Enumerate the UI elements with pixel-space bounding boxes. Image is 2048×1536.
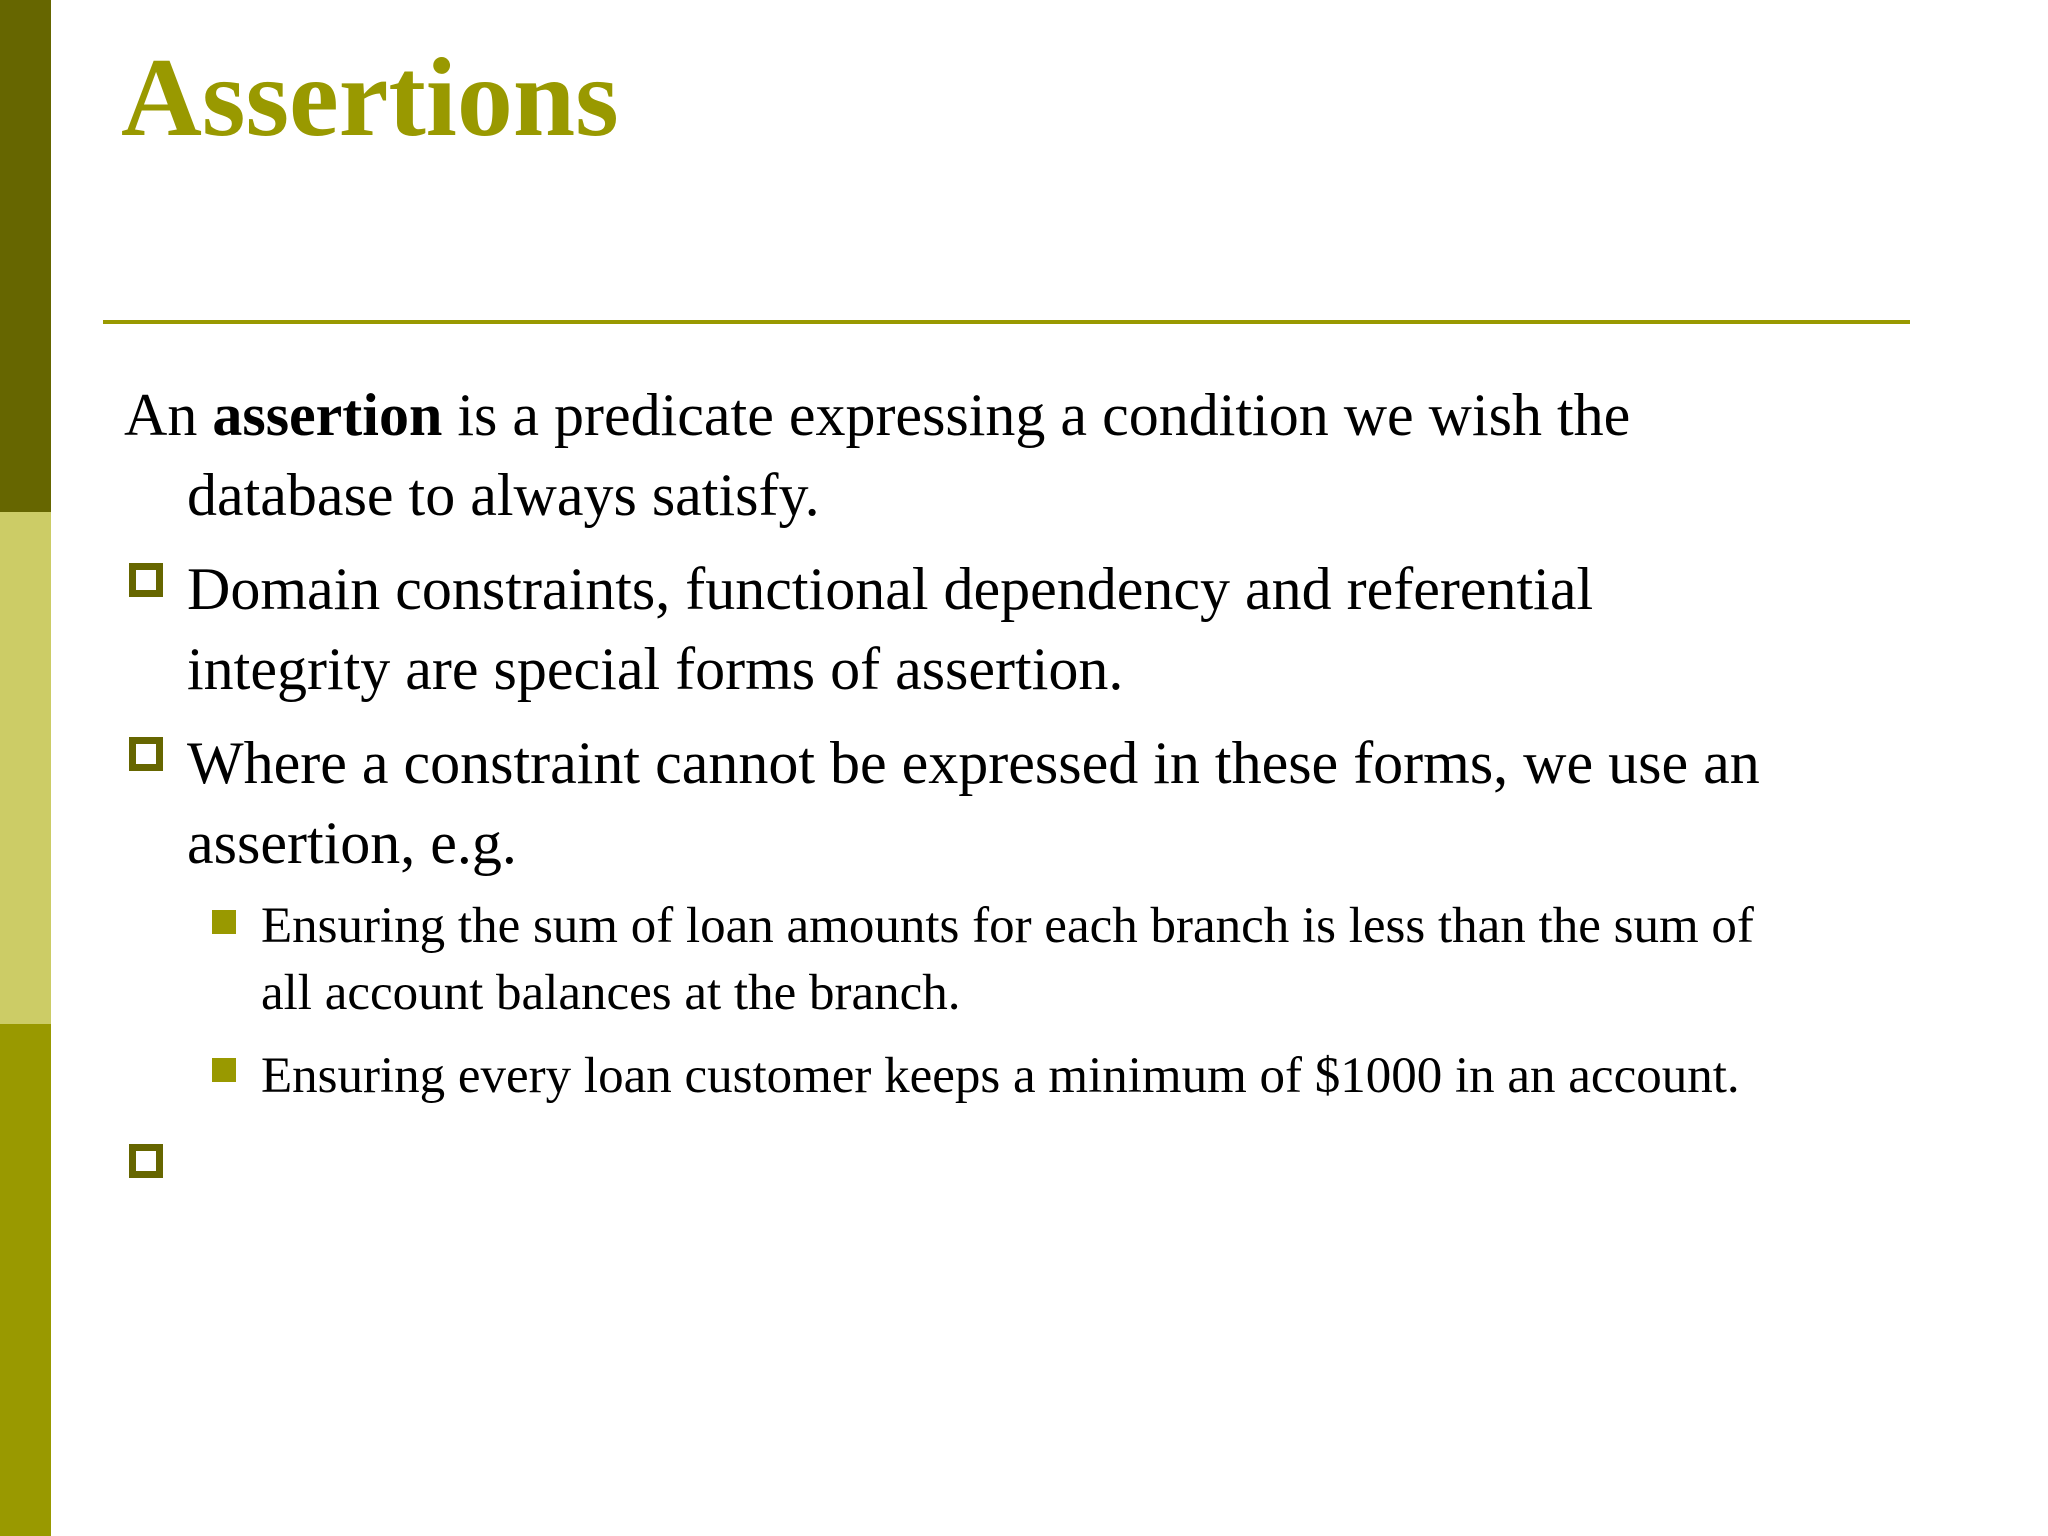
intro-text-rest: is a predicate expressing a condition we wish the — [442, 382, 1631, 448]
sub-bullet-item-2 — [261, 1043, 1740, 1110]
sub-bullet-1-line-1: Ensuring the sum of loan amounts for each branch is less than the sum of — [261, 898, 1754, 954]
bullet-item-1 — [187, 549, 1593, 709]
intro-paragraph — [124, 375, 1630, 535]
slide-title: Assertions — [121, 36, 619, 160]
intro-text-start: An — [124, 382, 213, 448]
intro-line-1 — [124, 375, 1630, 455]
bullet-item-2 — [187, 723, 1760, 883]
hollow-square-bullet-icon — [129, 1144, 163, 1178]
intro-bold-term: assertion — [212, 382, 443, 448]
bullet-1-line-2: integrity are special forms of assertion. — [187, 636, 1124, 702]
bullet-2-line-2: assertion, e.g. — [187, 810, 517, 876]
filled-square-bullet-icon — [212, 910, 236, 934]
sub-bullet-1-line-2: all account balances at the branch. — [261, 965, 961, 1021]
intro-line-2: database to always satisfy. — [187, 462, 820, 528]
bullet-2-line-1: Where a constraint cannot be expressed in these forms, we use an — [187, 730, 1760, 796]
filled-square-bullet-icon — [212, 1058, 236, 1082]
sub-bullet-2-line-1: Ensuring every loan customer keeps a minimum of $1000 in an account. — [261, 1048, 1740, 1104]
hollow-square-bullet-icon — [129, 737, 163, 771]
bullet-1-line-1: Domain constraints, functional dependency and referential — [187, 556, 1594, 622]
sub-bullet-item-1 — [261, 893, 1754, 1027]
hollow-square-bullet-icon — [129, 563, 163, 597]
